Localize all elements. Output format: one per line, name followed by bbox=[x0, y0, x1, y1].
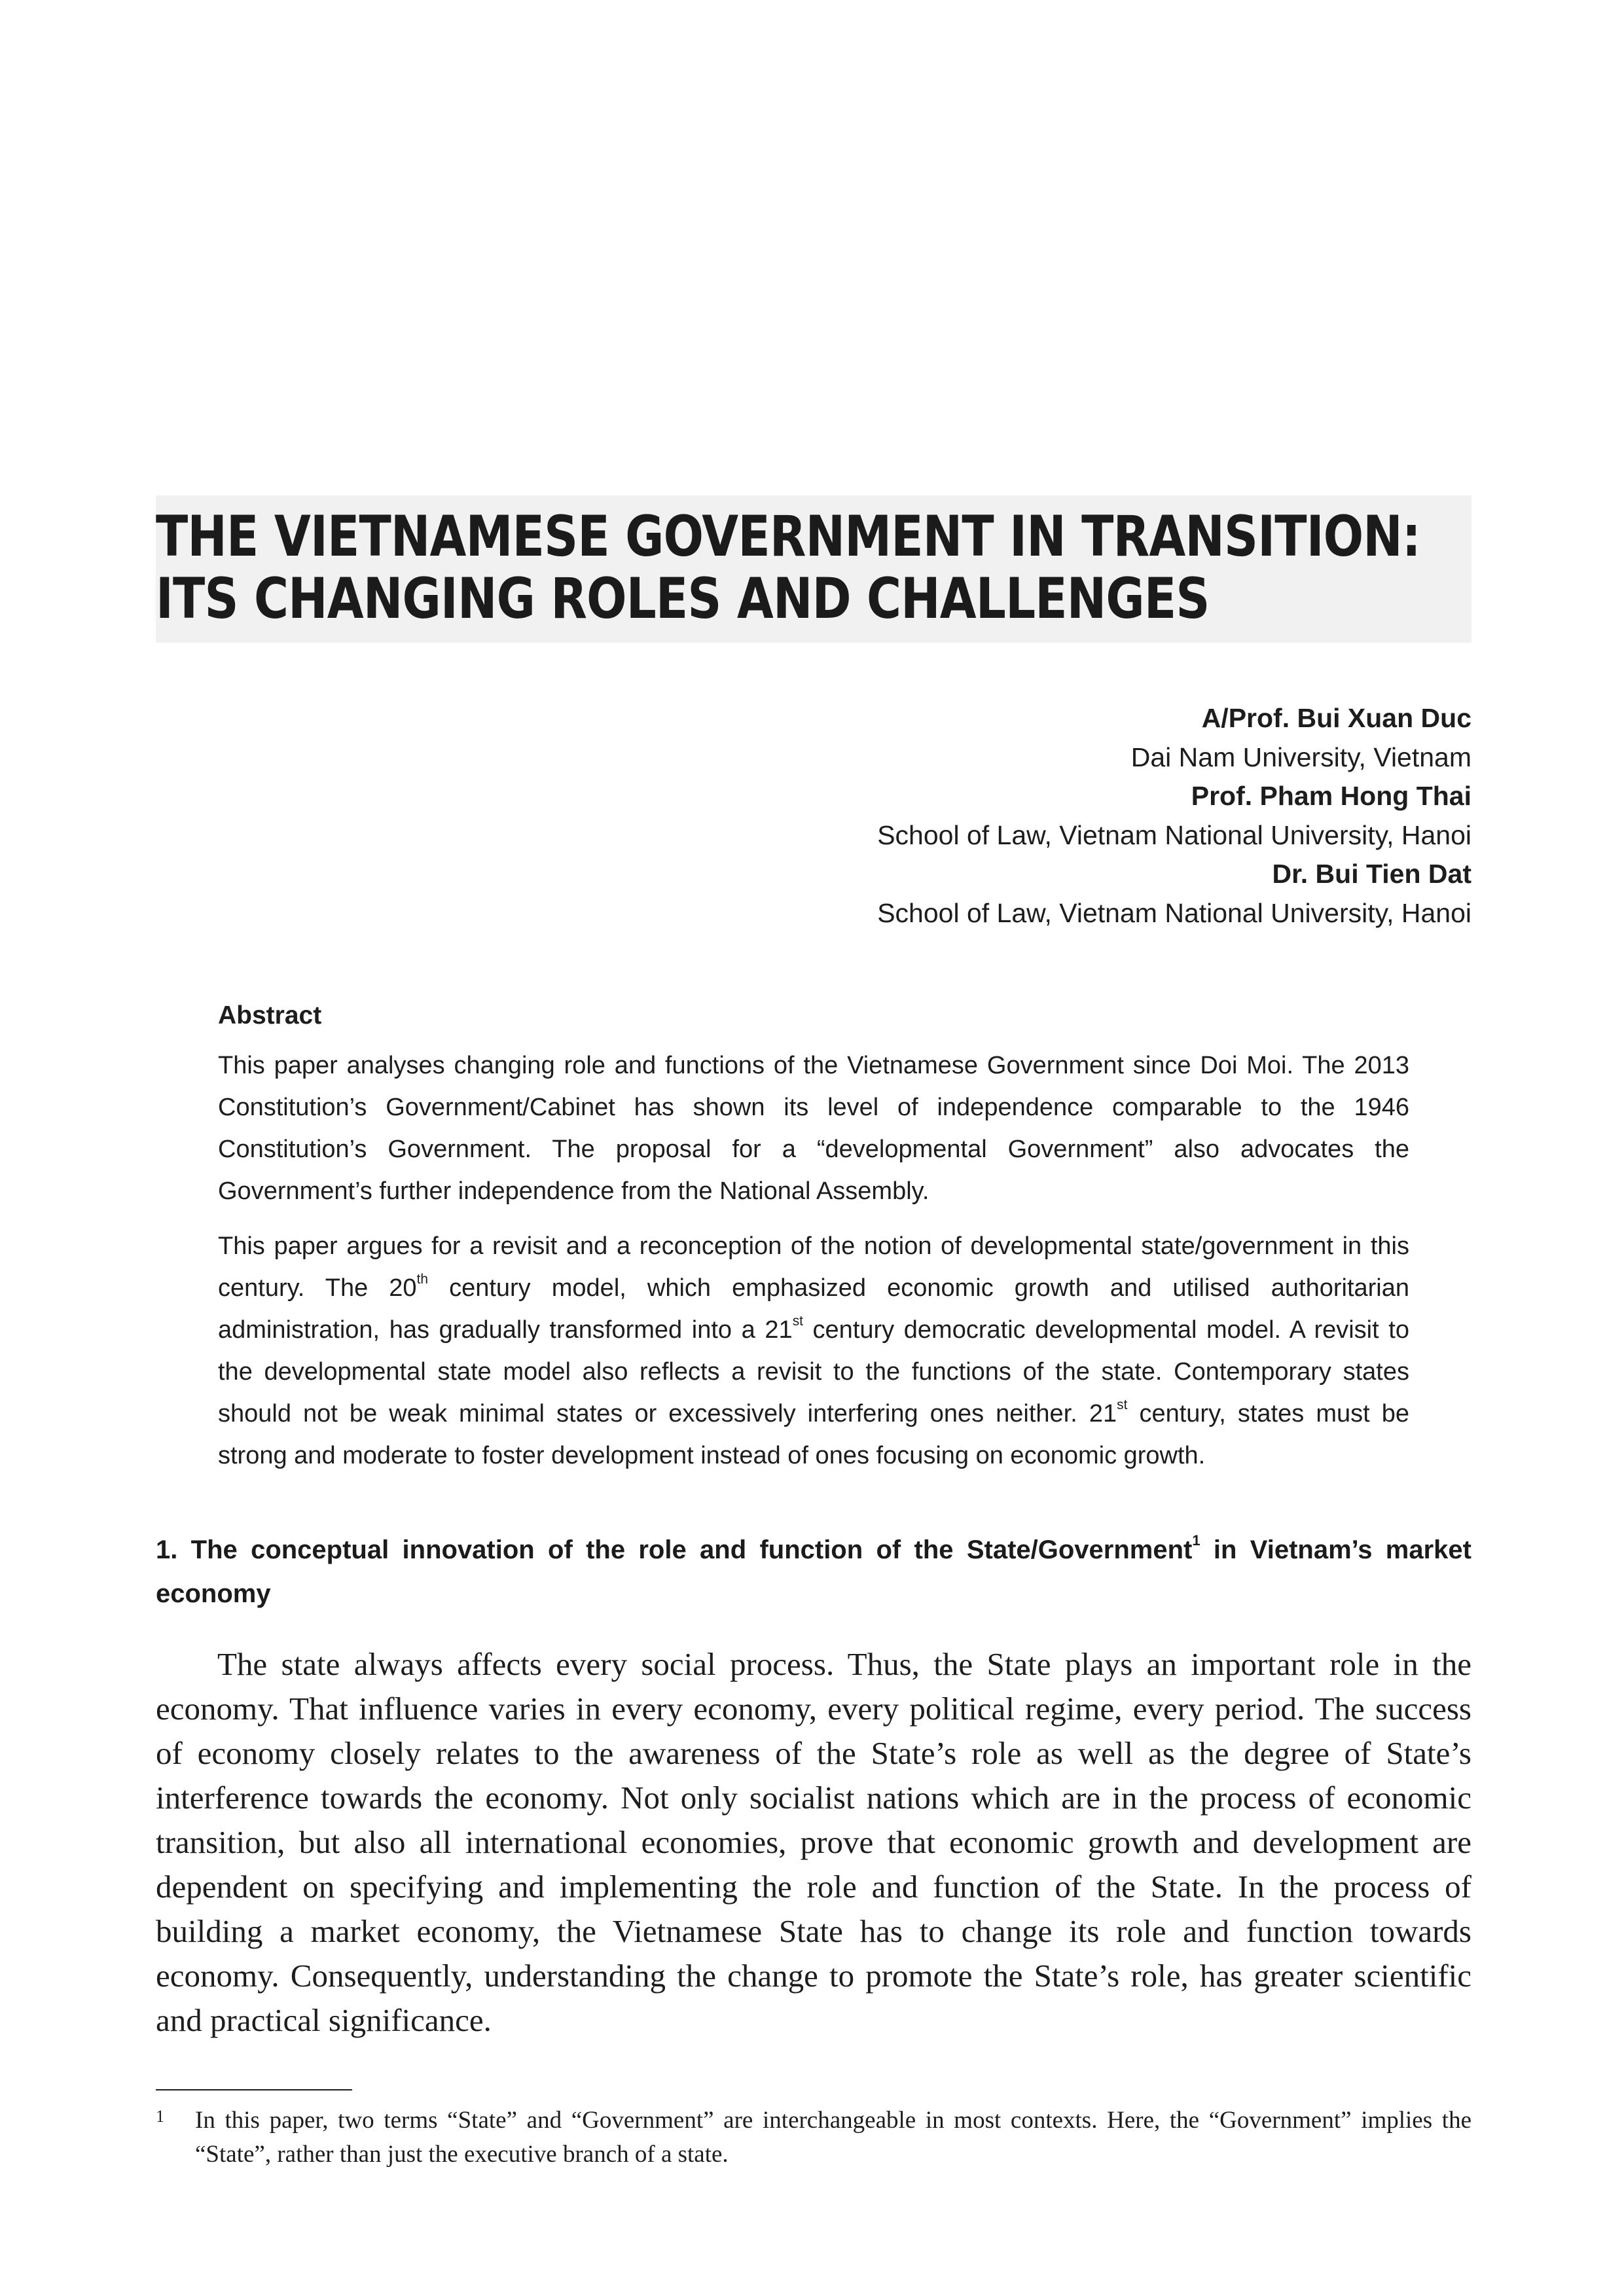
footnote-divider bbox=[156, 2089, 352, 2090]
paper-title-line-2: ITS CHANGING ROLES AND CHALLENGES bbox=[156, 566, 1210, 632]
footnote-marker: 1 bbox=[156, 2107, 164, 2126]
superscript: st bbox=[792, 1314, 803, 1329]
abstract-paragraph-2: This paper argues for a revisit and a reconception of the notion of developmental state/government in this century. The 20th century model, which emphasized economic growth and utilised authoritarian administration, has gradually transformed into a 21st century democratic developmental model. A revisit to the developmental state model also reflects a revisit to the functions of the state. Contemporary states should not be weak minimal states or excessively interfering ones neither. 21st century, states must be strong and moderate to foster development instead of ones focusing on economic growth. bbox=[218, 1232, 1409, 1469]
author-affiliation: School of Law, Vietnam National University, Hanoi bbox=[877, 897, 1471, 928]
author-list bbox=[621, 699, 1471, 933]
abstract-heading: Abstract bbox=[218, 1001, 322, 1030]
author-name: A/Prof. Bui Xuan Duc bbox=[1201, 703, 1471, 733]
footnote-text: In this paper, two terms “State” and “Government” are interchangeable in most contexts. Here, the “Government” implies the “State”, rather than just the executive branch of a state. bbox=[195, 2107, 1471, 2168]
section-1-body-paragraph: The state always affects every social process. Thus, the State plays an important role in the economy. That influence varies in every economy, every political regime, every period. The success of economy closely relates to the awareness of the State’s role as well as the degree of State’s interference towards the economy. Not only socialist nations which are in the process of economic transition, but also all international economies, prove that economic growth and development are dependent on specifying and implementing the role and function of the State. In the process of building a market economy, the Vietnamese State has to change its role and function towards economy. Consequently, understanding the change to promote the State’s role, has greater scientific and practical significance. bbox=[156, 1646, 1471, 2038]
author-affiliation: Dai Nam University, Vietnam bbox=[1130, 742, 1471, 772]
superscript: st bbox=[1117, 1397, 1128, 1413]
author-affiliation: School of Law, Vietnam National University, Hanoi bbox=[877, 819, 1471, 850]
superscript: th bbox=[416, 1272, 428, 1287]
section-1-heading: 1. The conceptual innovation of the role and function of the State/Government$^1$ in Vietnam’s market economy bbox=[156, 1532, 1471, 1608]
author-name: Dr. Bui Tien Dat bbox=[1272, 859, 1471, 889]
footnote-reference: 1 bbox=[1192, 1532, 1200, 1549]
author-name: Prof. Pham Hong Thai bbox=[1191, 781, 1471, 811]
abstract-paragraph-1: This paper analyses changing role and functions of the Vietnamese Government since Doi Moi. The 2013 Constitution’s Government/Cabinet has shown its level of independence comparable to the 1946 Constitution’s Government. The proposal for a “developmental Government” also advocates the Government’s further independence from the National Assembly. bbox=[218, 1052, 1409, 1205]
paper-title-line-1: THE VIETNAMESE GOVERNMENT IN TRANSITION: bbox=[156, 504, 1420, 569]
title-banner bbox=[156, 495, 1471, 643]
footnote bbox=[156, 2104, 1471, 2172]
abstract-section bbox=[218, 997, 1409, 1490]
